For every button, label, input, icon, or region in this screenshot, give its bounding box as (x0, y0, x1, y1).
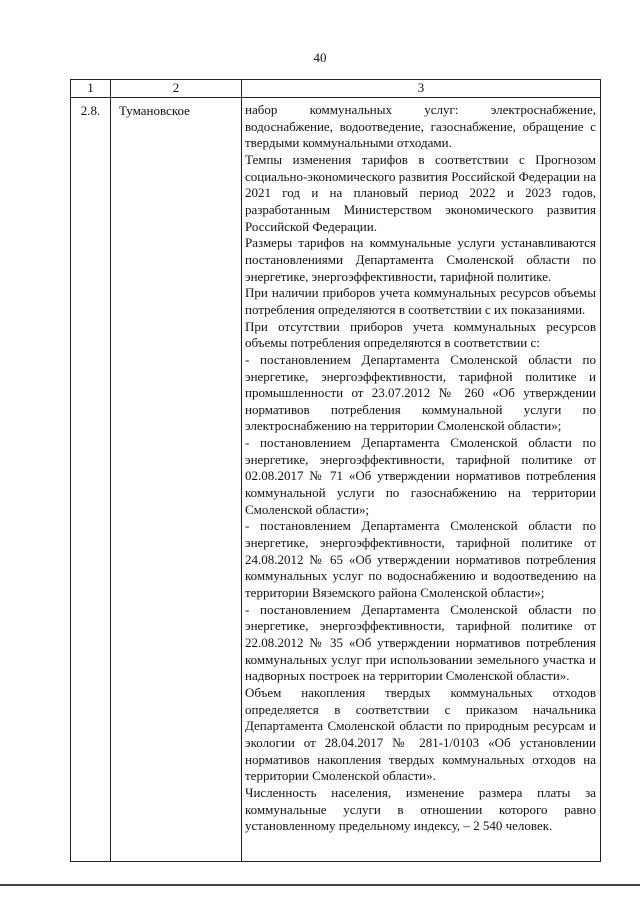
table-header-row (71, 80, 601, 98)
row-content (242, 98, 601, 862)
waste-volume-paragraph: Объем накопления твердых коммунальных отходов определяется в соответствии с приказом начальника Департамента Смоленской области по природным ресурсам и экологии от 28.04.2017 № 281-1/0103 «Об установлении нормативов накопления твердых коммунальных отходов на территории Смоленской области». (245, 684, 596, 784)
resolution-land-plot: - постановлением Департамента Смоленской области по энергетике, энергоэффективности, тарифной политике от 22.08.2012 № 35 «Об утверждении нормативов потребления коммунальных услуг при использовании земельного участка и надворных построек на территории Смоленской области». (245, 601, 596, 684)
tariff-table (70, 79, 601, 862)
services-paragraph: набор коммунальных услуг: электроснабжение, водоснабжение, водоотведение, газоснабжение, обращение с твердыми коммунальными отходами. (245, 102, 596, 151)
table-row (71, 98, 601, 862)
resolution-gas: - постановлением Департамента Смоленской области по энергетике, энергоэффективности, тарифной политике от 02.08.2017 № 71 «Об утверждении нормативов потребления коммунальной услуги по газоснабжению на территории Смоленской области»; (245, 435, 596, 517)
bottom-divider (0, 884, 640, 886)
column-header-2: 2 (111, 80, 242, 98)
tariff-rates-paragraph: Темпы изменения тарифов в соответствии с Прогнозом социально-экономического развития Российской Федерации на 2021 год и на плановый период 2022 и 2023 годов, разработанным Министерством экономического развития Российской Федерации. (245, 151, 596, 234)
column-header-3: 3 (242, 80, 601, 98)
settlement-name: Тумановское (111, 98, 242, 862)
column-header-1: 1 (71, 80, 111, 98)
meters-present-paragraph: При наличии приборов учета коммунальных ресурсов объемы потребления определяются в соответствии с их показаниями. (245, 285, 596, 317)
resolution-electricity: - постановлением Департамента Смоленской области по энергетике, энергоэффективности, тарифной политике и промышленности от 23.07.2012 № 260 «Об утверждении нормативов потребления коммунальной услуги по электроснабжению на территории Смоленской области»; (245, 351, 596, 434)
row-number: 2.8. (71, 98, 111, 862)
page-number: 40 (313, 50, 327, 65)
resolution-water: - постановлением Департамента Смоленской области по энергетике, энергоэффективности, тарифной политике от 24.08.2012 № 65 «Об утверждении нормативов потребления коммунальных услуг по водоснабжению и водоотведению на территории Вяземского района Смоленской области»; (245, 518, 596, 601)
meters-absent-paragraph: При отсутствии приборов учета коммунальных ресурсов объемы потребления определяются в соответствии с: (245, 318, 596, 351)
population-paragraph: Численность населения, изменение размера платы за коммунальные услуги в отношении которого равно установленному предельному индексу, – 2 540 человек. (245, 784, 596, 834)
tariff-sizes-paragraph: Размеры тарифов на коммунальные услуги устанавливаются постановлениями Департамента Смоленской области по энергетике, энергоэффективности, тарифной политике. (245, 235, 596, 284)
